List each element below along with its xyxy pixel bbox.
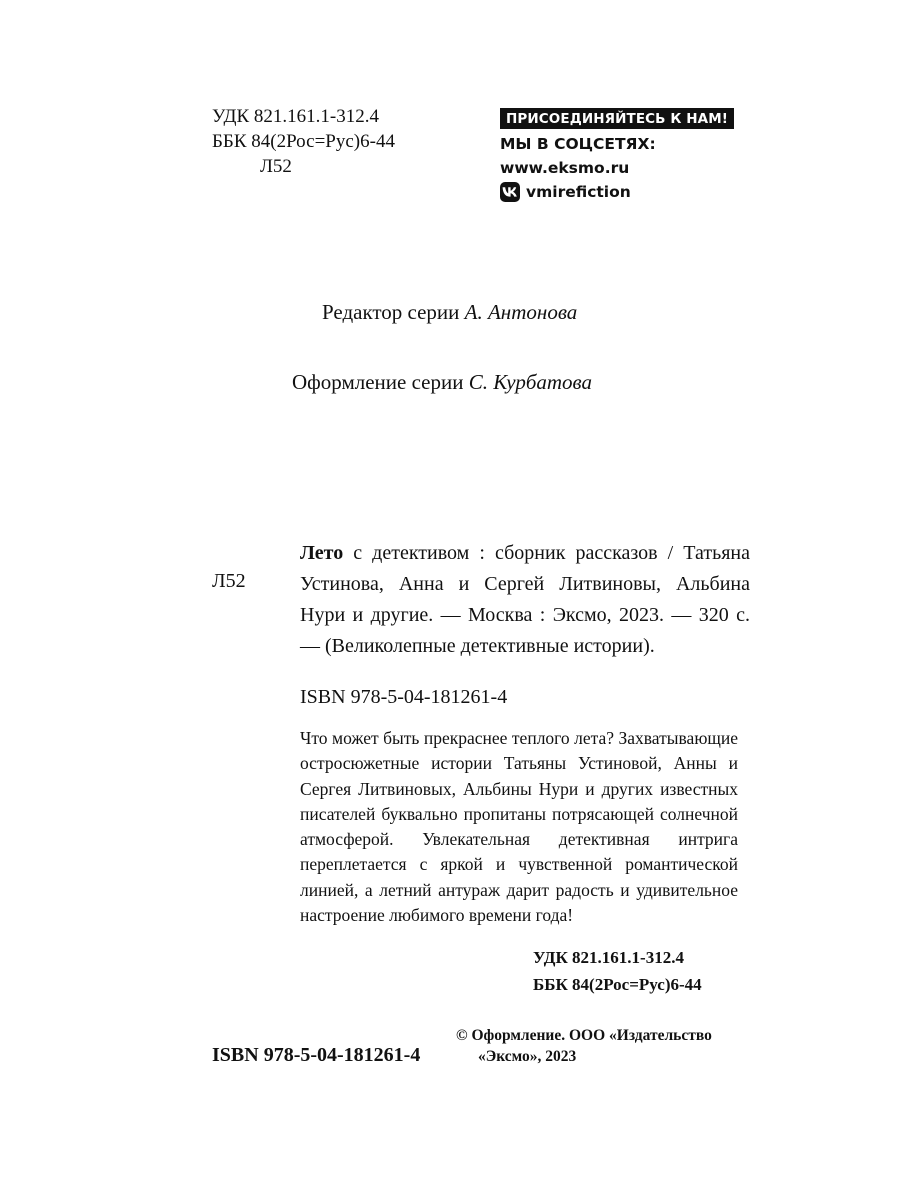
bbk-code: ББК 84(2Рос=Рус)6-44 <box>212 131 395 152</box>
social-block <box>500 108 734 202</box>
series-editor-credit <box>322 300 577 325</box>
classification-codes <box>212 104 395 179</box>
website-link[interactable]: www.eksmo.ru <box>500 159 630 177</box>
vk-logo-glyph <box>502 186 518 198</box>
annotation-text: Что может быть прекраснее теплого лета? Захватывающие остросюжетные истории Татьяны Устиновой, Анны и Сергея Литвиновых, Альбины Нури и других известных писателей буквально пропитаны потрясающей солнечной атмосферой. Увлекательная детективная интрига переплетается с яркой и чувственной романтической линией, а летний антураж дарит радость и удивительное настроение любимого времени года! <box>300 728 738 926</box>
bottom-bbk-code: ББК 84(2Рос=Рус)6-44 <box>533 975 702 994</box>
copyright-line-1: © Оформление. ООО «Издательство <box>456 1027 712 1044</box>
bottom-classification-codes <box>533 944 702 998</box>
vk-icon <box>500 182 520 202</box>
design-name: С. Курбатова <box>468 370 593 394</box>
series-design-credit <box>292 370 592 395</box>
card-shelf-mark: Л52 <box>212 570 246 592</box>
shelf-mark: Л52 <box>260 156 292 177</box>
bibliographic-description: с детективом : сборник рассказов / Татьяна Устинова, Анна и Сергей Литвиновы, Альбина Нури и другие. — Москва : Эксмо, 2023. — 320 с. — (Великолепные детективные истории). <box>300 542 750 657</box>
bibliographic-text <box>270 538 750 662</box>
book-title: Лето <box>300 542 344 564</box>
editor-name: А. Антонова <box>464 300 578 324</box>
bottom-udk-code: УДК 821.161.1-312.4 <box>533 948 684 967</box>
design-label: Оформление серии <box>292 370 464 394</box>
bibliographic-record <box>270 538 750 662</box>
social-networks-label: МЫ В СОЦСЕТЯХ: <box>500 135 656 153</box>
copyright-line-2: «Эксмо», 2023 <box>478 1048 577 1065</box>
editor-label: Редактор серии <box>322 300 460 324</box>
vk-handle: vmirefiction <box>526 183 631 201</box>
udk-code: УДК 821.161.1-312.4 <box>212 106 379 127</box>
bottom-isbn: ISBN 978-5-04-181261-4 <box>212 1044 421 1066</box>
vk-row[interactable] <box>500 182 734 202</box>
copyright-notice <box>456 1025 746 1067</box>
annotation <box>270 726 738 928</box>
join-banner: ПРИСОЕДИНЯЙТЕСЬ К НАМ! <box>500 108 734 129</box>
card-isbn: ISBN 978-5-04-181261-4 <box>300 686 508 708</box>
